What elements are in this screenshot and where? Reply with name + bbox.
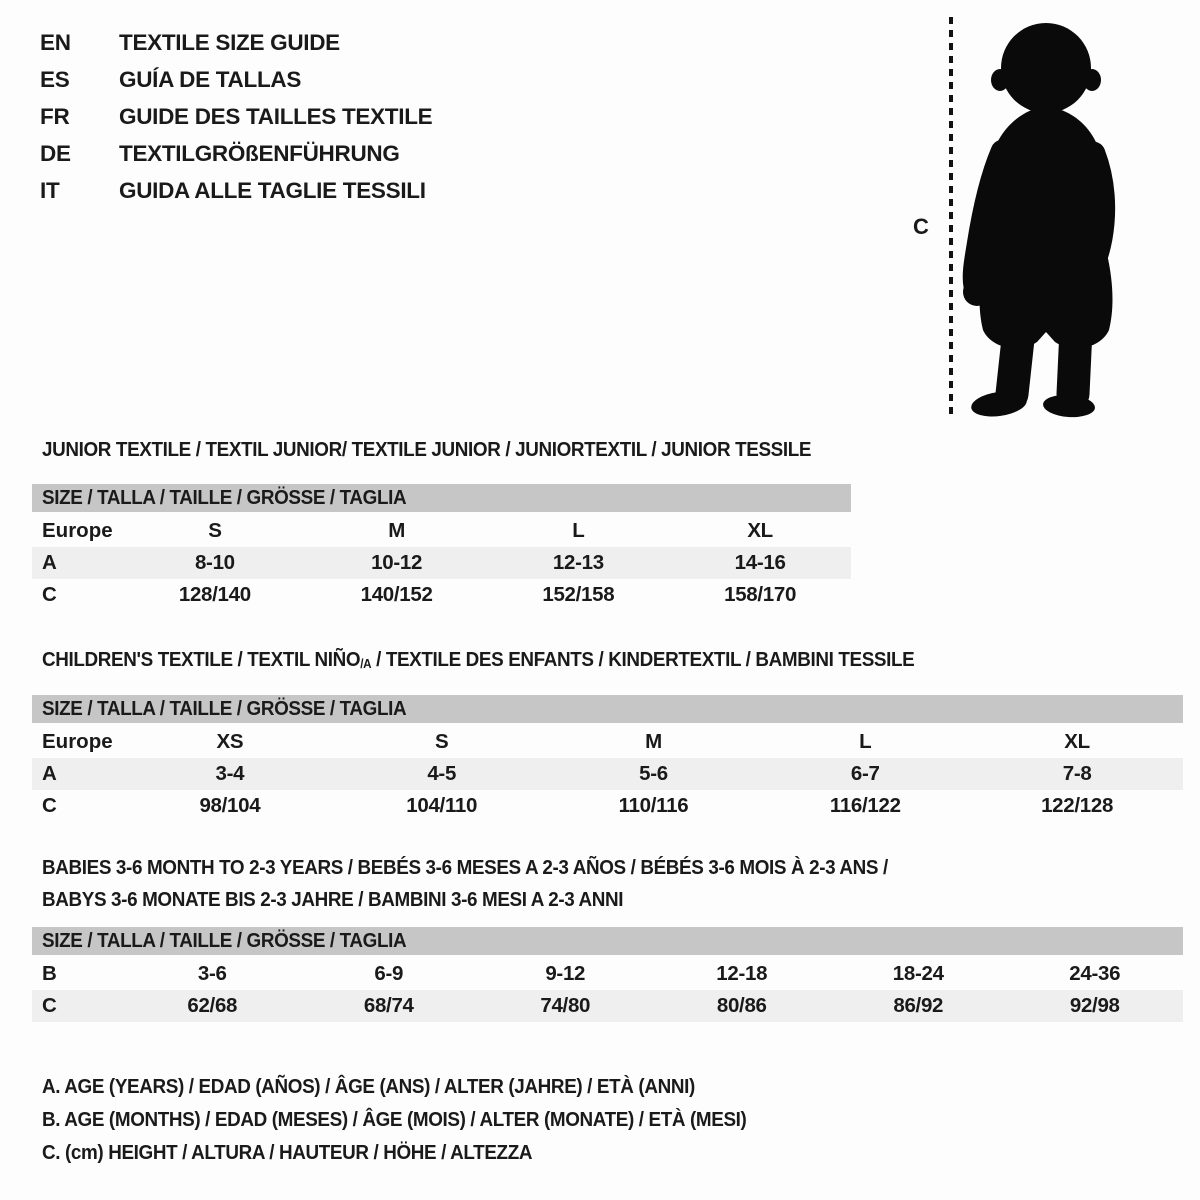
section-title-text <box>42 644 914 680</box>
row-label: C <box>42 583 57 606</box>
row-label: Europe <box>42 519 113 542</box>
table-cell: 62/68 <box>187 994 238 1017</box>
section-title-segment: /A <box>360 656 372 671</box>
table-row <box>32 515 851 547</box>
table-row <box>32 990 1183 1022</box>
legend-line <box>42 1103 808 1136</box>
section-title-text <box>42 434 811 466</box>
table-cell: 6-7 <box>850 762 880 785</box>
row-label: Europe <box>42 730 113 753</box>
row-label: A <box>42 762 57 785</box>
table-cell: 12-18 <box>716 962 768 985</box>
legend-line-text: C. (cm) HEIGHT / ALTURA / HAUTEUR / HÖHE / ALTEZZA <box>42 1141 533 1164</box>
toddler-silhouette-shape <box>963 23 1112 418</box>
row-label: A <box>42 551 57 574</box>
size-table <box>32 927 1183 1022</box>
table-cell: 3-4 <box>215 762 245 785</box>
legend <box>42 1070 808 1169</box>
table-cell: XL <box>1064 730 1090 753</box>
table-row <box>32 758 1183 790</box>
table-cell: 158/170 <box>724 583 797 606</box>
table-cell: 24-36 <box>1069 962 1121 985</box>
toddler-silhouette-image <box>956 14 1142 418</box>
legend-line <box>42 1136 808 1169</box>
table-cell: M <box>388 519 406 542</box>
height-measure-label: C <box>913 214 929 239</box>
table-cell: 98/104 <box>199 794 261 817</box>
table-cell: M <box>645 730 662 753</box>
size-table-header <box>32 695 1183 723</box>
size-table <box>32 695 1183 822</box>
table-cell: 9-12 <box>545 962 586 985</box>
table-cell: 92/98 <box>1069 994 1120 1017</box>
section-title-segment: BABIES 3-6 MONTH TO 2-3 YEARS / BEBÉS 3-6 MESES A 2-3 AÑOS / BÉBÉS 3-6 MOIS À 2-3 ANS / <box>42 856 888 879</box>
table-row <box>32 726 1183 758</box>
size-section-babies <box>0 852 1200 1022</box>
table-cell: XS <box>216 730 244 753</box>
table-cell: 80/86 <box>716 994 767 1017</box>
section-title-text <box>42 852 888 884</box>
language-title: TEXTILE SIZE GUIDE <box>119 30 340 55</box>
table-row <box>32 579 851 611</box>
table-cell: 122/128 <box>1041 794 1114 817</box>
language-title: GUIDA ALLE TAGLIE TESSILI <box>119 178 426 203</box>
table-row <box>32 958 1183 990</box>
height-measure-dashed-line <box>949 17 953 416</box>
table-cell: S <box>435 730 449 753</box>
table-cell: 104/110 <box>406 794 478 817</box>
language-code: ES <box>40 67 70 92</box>
language-code: IT <box>40 178 60 203</box>
size-table-header <box>32 927 1183 955</box>
size-table-header-label: SIZE / TALLA / TAILLE / GRÖSSE / TAGLIA <box>42 929 407 952</box>
table-cell: 12-13 <box>552 551 604 574</box>
table-cell: 18-24 <box>892 962 944 985</box>
section-title-segment: / TEXTILE DES ENFANTS / KINDERTEXTIL / BAMBINI TESSILE <box>371 648 915 671</box>
table-cell: 14-16 <box>734 551 786 574</box>
language-code: EN <box>40 30 71 55</box>
language-row <box>40 141 432 178</box>
table-cell: L <box>859 730 872 753</box>
table-cell: 86/92 <box>893 994 944 1017</box>
language-title: GUÍA DE TALLAS <box>119 67 302 92</box>
table-cell: 152/158 <box>542 583 615 606</box>
language-code: DE <box>40 141 71 166</box>
table-cell: 8-10 <box>194 551 235 574</box>
size-table-header <box>32 484 851 512</box>
table-cell: S <box>208 519 222 542</box>
section-title <box>42 644 1200 680</box>
language-row <box>40 30 432 67</box>
row-label: B <box>42 962 57 985</box>
row-label: C <box>42 794 57 817</box>
legend-line-text: A. AGE (YEARS) / EDAD (AÑOS) / ÂGE (ANS) / ALTER (JAHRE) / ETÀ (ANNI) <box>42 1075 695 1098</box>
table-cell: 6-9 <box>374 962 404 985</box>
legend-line-text: B. AGE (MONTHS) / EDAD (MESES) / ÂGE (MOIS) / ALTER (MONATE) / ETÀ (MESI) <box>42 1108 747 1131</box>
section-title-segment: CHILDREN'S TEXTILE / TEXTIL NIÑO <box>42 648 361 671</box>
table-cell: 110/116 <box>618 794 689 817</box>
table-cell: 3-6 <box>197 962 227 985</box>
language-row <box>40 178 432 215</box>
language-code: FR <box>40 104 70 129</box>
table-cell: 4-5 <box>427 762 457 785</box>
language-header <box>40 30 432 215</box>
language-row <box>40 104 432 141</box>
section-title-text <box>42 884 623 916</box>
table-cell: 5-6 <box>639 762 668 785</box>
table-cell: 116/122 <box>829 794 901 817</box>
section-title-segment: BABYS 3-6 MONATE BIS 2-3 JAHRE / BAMBINI 3-6 MESI A 2-3 ANNI <box>42 888 624 911</box>
table-cell: 68/74 <box>363 994 414 1017</box>
table-row <box>32 547 851 579</box>
language-title: TEXTILGRÖßENFÜHRUNG <box>119 141 400 166</box>
section-title-segment: JUNIOR TEXTILE / TEXTIL JUNIOR/ TEXTILE JUNIOR / JUNIORTEXTIL / JUNIOR TESSILE <box>42 438 812 461</box>
size-table-header-label: SIZE / TALLA / TAILLE / GRÖSSE / TAGLIA <box>42 697 407 720</box>
table-cell: L <box>572 519 585 542</box>
table-cell: XL <box>747 519 773 542</box>
size-section-children <box>0 644 1200 822</box>
language-title: GUIDE DES TAILLES TEXTILE <box>119 104 433 129</box>
size-table <box>32 484 851 611</box>
section-title <box>42 884 1200 916</box>
section-title <box>42 852 1200 884</box>
table-cell: 140/152 <box>360 583 433 606</box>
legend-line <box>42 1070 808 1103</box>
language-row <box>40 67 432 104</box>
table-cell: 7-8 <box>1062 762 1092 785</box>
size-table-header-label: SIZE / TALLA / TAILLE / GRÖSSE / TAGLIA <box>42 486 407 509</box>
section-title <box>42 434 1200 466</box>
table-cell: 74/80 <box>540 994 591 1017</box>
size-section-junior <box>0 434 1200 611</box>
table-cell: 128/140 <box>178 583 251 606</box>
row-label: C <box>42 994 57 1017</box>
table-row <box>32 790 1183 822</box>
table-cell: 10-12 <box>371 551 423 574</box>
